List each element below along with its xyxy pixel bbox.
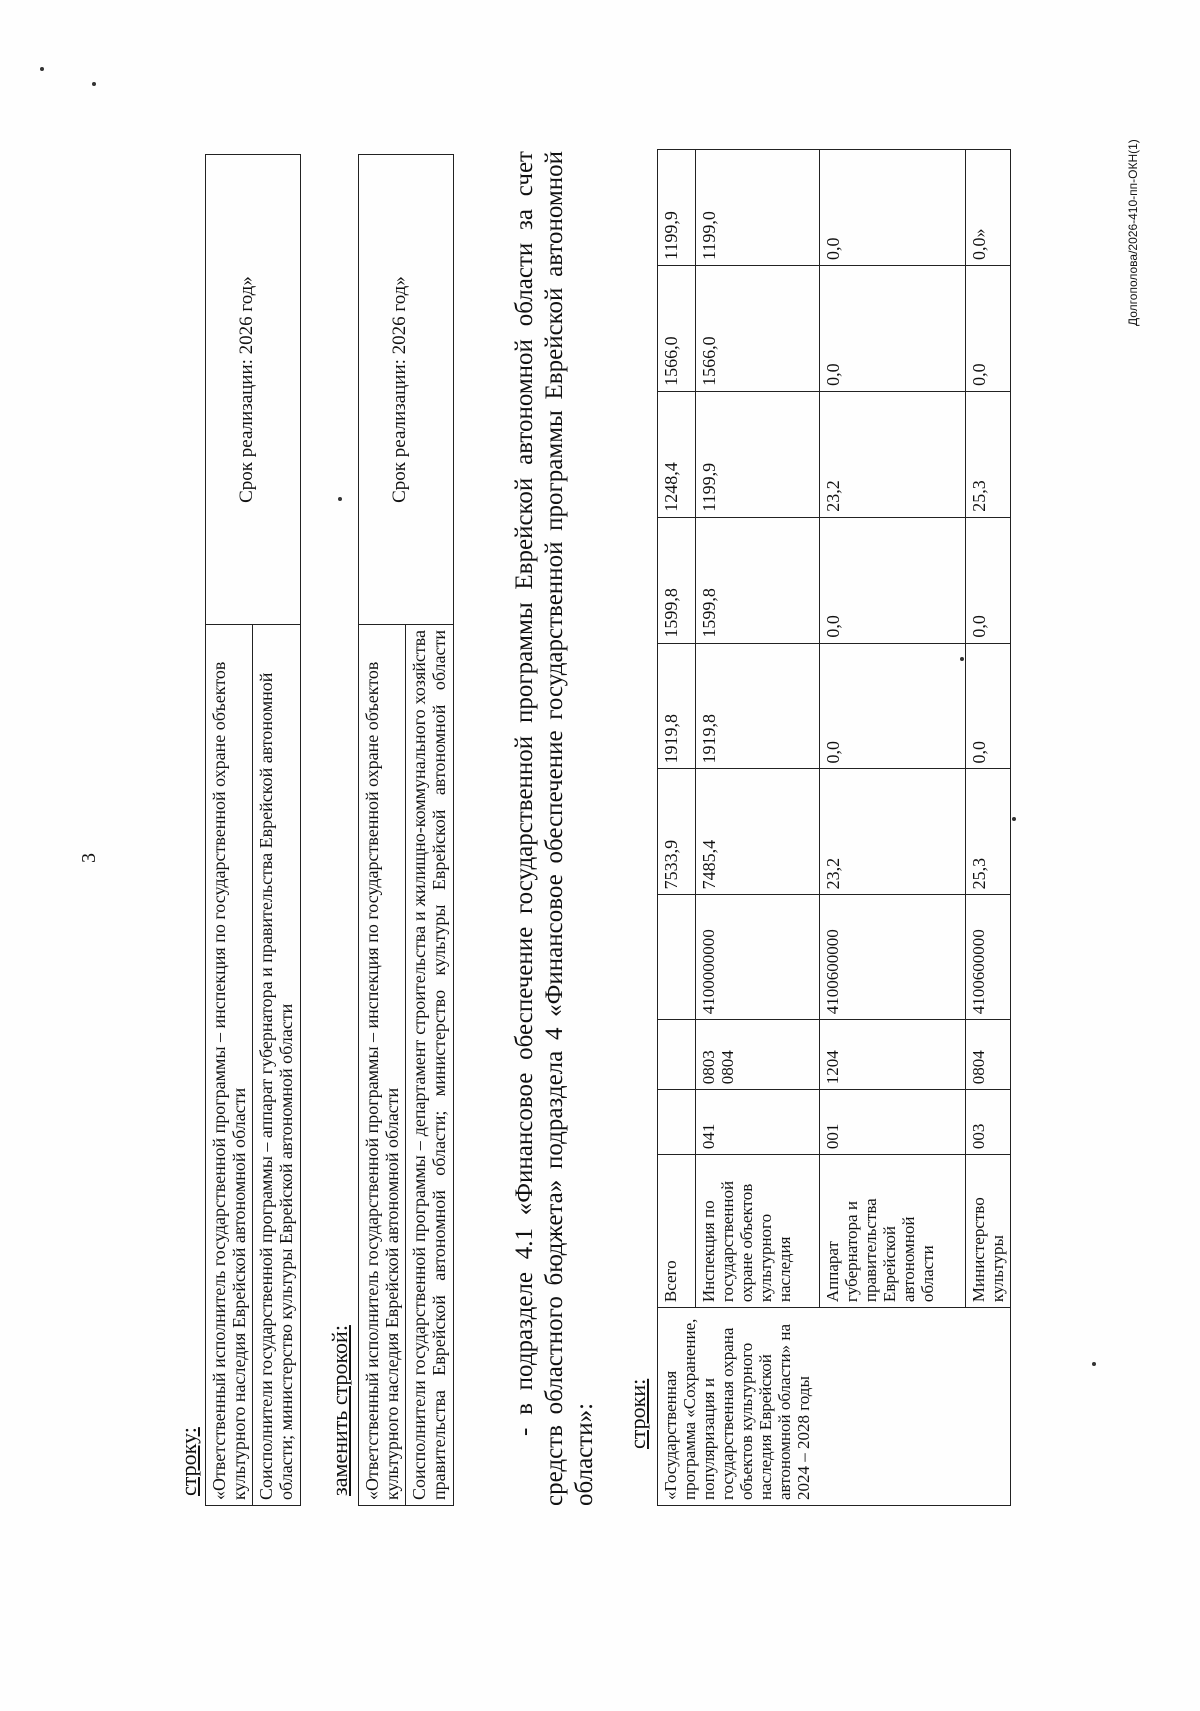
year-cell: 1248,4 xyxy=(658,391,696,517)
program-name-cell: «Государственная программа «Сохранение, популяризация и государственная охрана объектов культурного наследия Еврейской автономной области» на 2024 – 2028 годы xyxy=(658,1308,1011,1506)
grbs-cell: 003 xyxy=(966,1090,1011,1155)
year-cell: 0,0 xyxy=(820,517,966,643)
row-name-cell: Аппарат губернатора и правительства Еврейской автономной области xyxy=(820,1155,966,1308)
label-stroku: строку: xyxy=(176,1427,201,1496)
label-stroki: строки: xyxy=(625,1378,650,1449)
scan-speck xyxy=(1012,817,1016,821)
label-zamenit: заменить строкой: xyxy=(327,1325,352,1496)
old-responsible-cell: «Ответственный исполнитель государственной программы – инспекция по государственной охране объектов культурного наследия Еврейской автономной области xyxy=(206,625,253,1506)
year-cell: 1599,8 xyxy=(696,517,820,643)
scan-speck xyxy=(960,657,964,661)
old-row-table xyxy=(205,154,301,1506)
row-name-cell: Инспекция по государственной охране объектов культурного наследия xyxy=(696,1155,820,1308)
year-cell: 0,0 xyxy=(966,517,1011,643)
old-coexecutors-cell: Соисполнители государственной программы – аппарат губернатора и правительства Еврейской автономной области; министерство культуры Еврейской автономной области xyxy=(253,625,300,1506)
new-row-table xyxy=(358,154,454,1506)
finance-table xyxy=(657,149,1011,1506)
year-cell: 1566,0 xyxy=(658,265,696,391)
year-cell: 1566,0 xyxy=(696,265,820,391)
year-cell: 23,2 xyxy=(820,391,966,517)
year-cell: 1919,8 xyxy=(696,643,820,769)
csr-cell: 4100000000 xyxy=(696,895,820,1020)
year-cell: 0,0 xyxy=(820,150,966,266)
total-cell: 23,2 xyxy=(820,769,966,895)
year-cell: 1599,8 xyxy=(658,517,696,643)
new-coexecutors-cell: Соисполнители государственной программы – департамент строительства и жилищно-коммунального хозяйства правительства Еврейской автономной области; министерство культуры Еврейской автономной области xyxy=(406,625,453,1506)
csr-cell: 4100600000 xyxy=(966,895,1011,1020)
rzpr-cell: 1204 xyxy=(820,1020,966,1090)
year-cell: 1919,8 xyxy=(658,643,696,769)
scan-speck xyxy=(92,82,96,86)
new-responsible-cell: «Ответственный исполнитель государственной программы – инспекция по государственной охране объектов культурного наследия Еврейской автономной области xyxy=(359,625,406,1506)
year-cell: 0,0 xyxy=(966,265,1011,391)
footer-code: Долгополова/2026-410-пп-ОКН(1) xyxy=(1126,139,1140,326)
row-name-cell: Всего xyxy=(658,1155,696,1308)
grbs-cell xyxy=(658,1090,696,1155)
row-name-cell: Министерство культуры xyxy=(966,1155,1011,1308)
scan-speck xyxy=(40,67,44,71)
year-cell: 1199,0 xyxy=(696,150,820,266)
year-cell: 0,0 xyxy=(820,265,966,391)
rzpr-cell xyxy=(658,1020,696,1090)
year-cell: 1199,9 xyxy=(658,150,696,266)
rzpr-cell: 0803 0804 xyxy=(696,1020,820,1090)
year-cell: 0,0» xyxy=(966,150,1011,266)
old-term-cell: Срок реализации: 2026 год» xyxy=(206,155,301,625)
total-cell: 7485,4 xyxy=(696,769,820,895)
year-cell: 25,3 xyxy=(966,391,1011,517)
grbs-cell: 041 xyxy=(696,1090,820,1155)
total-cell: 25,3 xyxy=(966,769,1011,895)
year-cell: 0,0 xyxy=(966,643,1011,769)
year-cell: 1199,9 xyxy=(696,391,820,517)
rzpr-cell: 0804 xyxy=(966,1020,1011,1090)
grbs-cell: 001 xyxy=(820,1090,966,1155)
amendment-paragraph: - в подразделе 4.1 «Финансовое обеспечение государственной программы Еврейской автономной области за счет средств областного бюджета» подраздела 4 «Финансовое обеспечение государственной программы Еврейской автономной области»: xyxy=(511,151,598,1506)
total-cell: 7533,9 xyxy=(658,769,696,895)
csr-cell xyxy=(658,895,696,1020)
new-term-cell: Срок реализации: 2026 год» xyxy=(359,155,454,625)
scan-speck xyxy=(338,497,342,501)
scan-speck xyxy=(1092,1362,1096,1366)
csr-cell: 4100600000 xyxy=(820,895,966,1020)
year-cell: 0,0 xyxy=(820,643,966,769)
page-number: 3 xyxy=(78,853,100,863)
